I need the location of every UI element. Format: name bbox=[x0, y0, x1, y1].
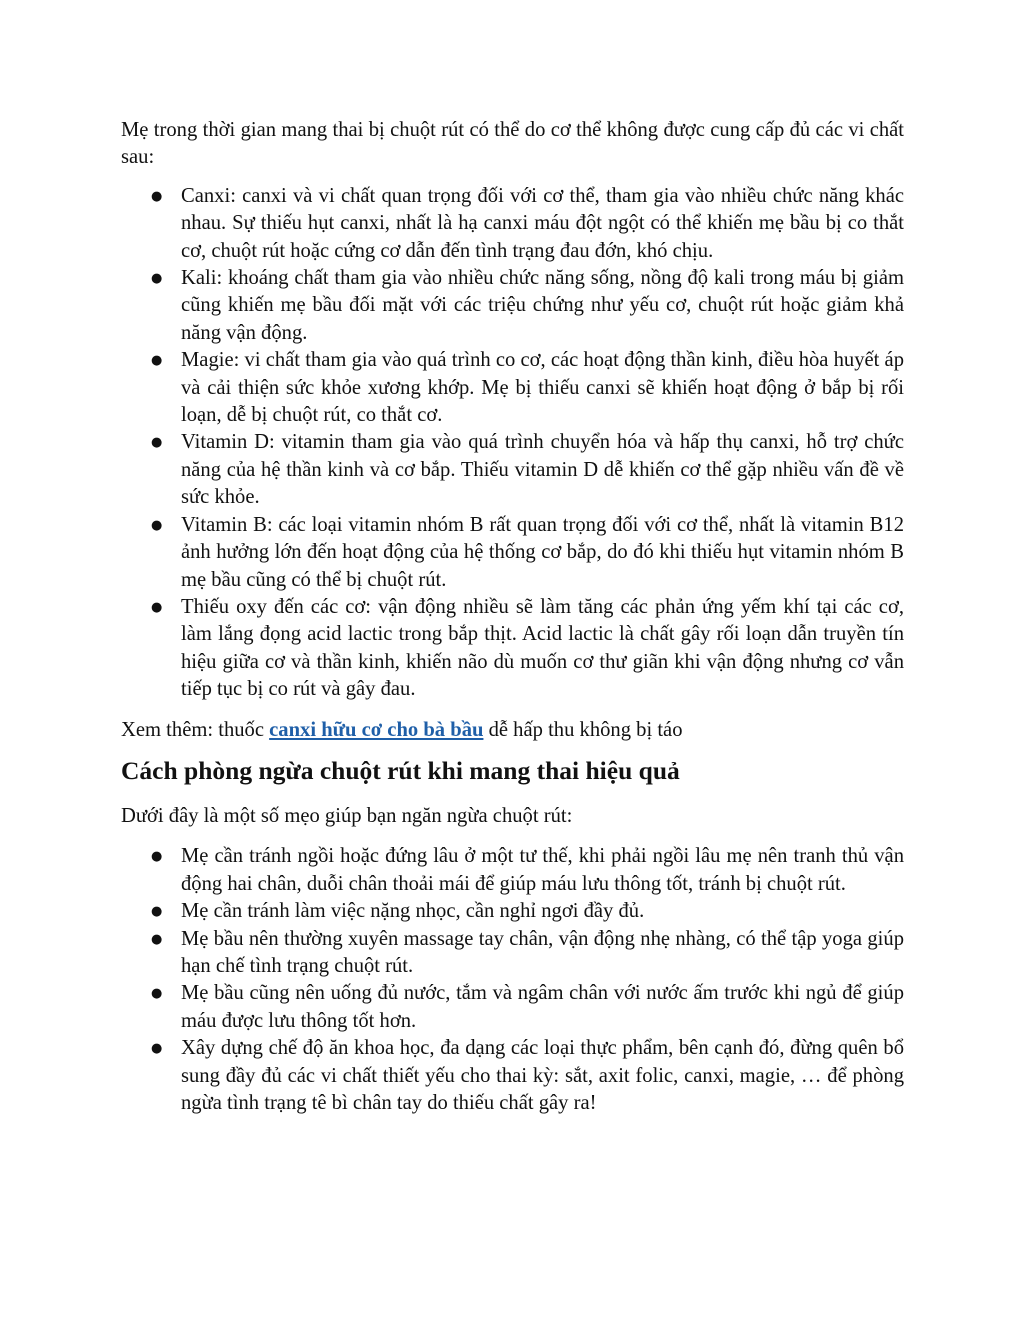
bullet-icon: ● bbox=[151, 599, 163, 615]
list-item bbox=[121, 183, 904, 265]
document-page bbox=[121, 117, 904, 1117]
cause-text: Canxi: canxi và vi chất quan trọng đối với cơ thể, tham gia vào nhiều chức năng khác nhau. Sự thiếu hụt canxi, nhất là hạ canxi máu đột ngột có thể khiến mẹ bầu bị co thắt cơ, chuột rút hoặc cứng cơ dẫn đến tình trạng đau đớn, khó chịu. bbox=[181, 184, 904, 262]
see-more-paragraph bbox=[121, 717, 904, 744]
tip-text: Mẹ bầu cũng nên uống đủ nước, tắm và ngâm chân với nước ấm trước khi ngủ để giúp máu được lưu thông tốt hơn. bbox=[181, 982, 904, 1032]
see-more-suffix: dễ hấp thu không bị táo bbox=[483, 718, 683, 741]
list-item bbox=[121, 265, 904, 347]
list-item bbox=[121, 347, 904, 429]
bullet-icon: ● bbox=[151, 986, 163, 1002]
list-item bbox=[121, 594, 904, 704]
bullet-icon: ● bbox=[151, 271, 163, 287]
cause-text: Vitamin D: vitamin tham gia vào quá trình chuyển hóa và hấp thụ canxi, hỗ trợ chức năng của hệ thần kinh và cơ bắp. Thiếu vitamin D dễ khiến cơ thể gặp nhiều vấn đề về sức khỏe. bbox=[181, 431, 904, 509]
see-more-prefix: Xem thêm: thuốc bbox=[121, 718, 270, 741]
tip-text: Mẹ bầu nên thường xuyên massage tay chân, vận động nhẹ nhàng, có thể tập yoga giúp hạn chế tình trạng chuột rút. bbox=[181, 927, 904, 977]
bullet-icon: ● bbox=[151, 904, 163, 920]
tips-lead: Dưới đây là một số mẹo giúp bạn ngăn ngừa chuột rút: bbox=[121, 804, 573, 827]
list-item bbox=[121, 429, 904, 511]
bullet-icon: ● bbox=[151, 435, 163, 451]
list-item bbox=[121, 1035, 904, 1117]
bullet-icon: ● bbox=[151, 353, 163, 369]
bullet-icon: ● bbox=[151, 517, 163, 533]
tip-text: Xây dựng chế độ ăn khoa học, đa dạng các loại thực phẩm, bên cạnh đó, đừng quên bổ sung đầy đủ các vi chất thiết yếu cho thai kỳ: sắt, axit folic, canxi, magie, … để phòng ngừa tình trạng tê bì chân tay do thiếu chất gây ra! bbox=[181, 1037, 904, 1114]
list-item bbox=[121, 898, 904, 925]
list-item bbox=[121, 980, 904, 1035]
tip-text: Mẹ cần tránh ngồi hoặc đứng lâu ở một tư thế, khi phải ngồi lâu mẹ nên tranh thủ vận động hai chân, duỗi chân thoải mái để giúp máu lưu thông tốt, tránh bị chuột rút. bbox=[181, 845, 904, 895]
bullet-icon: ● bbox=[151, 931, 163, 947]
bullet-icon: ● bbox=[151, 849, 163, 865]
bullet-icon: ● bbox=[151, 1041, 163, 1057]
cause-text: Vitamin B: các loại vitamin nhóm B rất quan trọng đối với cơ thể, nhất là vitamin B12 ảnh hưởng lớn đến hoạt động của hệ thống cơ bắp, do đó khi thiếu hụt vitamin nhóm B mẹ bầu cũng có thể bị chuột rút. bbox=[181, 513, 904, 591]
section-heading: Cách phòng ngừa chuột rút khi mang thai hiệu quả bbox=[121, 755, 680, 785]
list-item bbox=[121, 843, 904, 898]
tips-list bbox=[121, 843, 904, 1117]
calcium-link[interactable]: canxi hữu cơ cho bà bầu bbox=[269, 718, 484, 741]
bullet-icon: ● bbox=[151, 188, 163, 204]
list-item bbox=[121, 926, 904, 981]
cause-text: Kali: khoáng chất tham gia vào nhiều chức năng sống, nồng độ kali trong máu bị giảm cũng khiến mẹ bầu đối mặt với các triệu chứng như yếu cơ, chuột rút hoặc giảm khả năng vận động. bbox=[181, 267, 904, 344]
tip-text: Mẹ cần tránh làm việc nặng nhọc, cần nghỉ ngơi đầy đủ. bbox=[181, 900, 645, 923]
list-item bbox=[121, 512, 904, 594]
intro-paragraph: Mẹ trong thời gian mang thai bị chuột rút có thể do cơ thể không được cung cấp đủ các vi chất sau: bbox=[121, 119, 904, 169]
cause-text: Magie: vi chất tham gia vào quá trình co cơ, các hoạt động thần kinh, điều hòa huyết áp và cải thiện sức khỏe xương khớp. Mẹ bị thiếu canxi sẽ khiến hoạt động ở bắp bị rối loạn, dễ bị chuột rút, co thắt cơ. bbox=[181, 349, 904, 427]
causes-list bbox=[121, 183, 904, 704]
cause-text: Thiếu oxy đến các cơ: vận động nhiều sẽ làm tăng các phản ứng yếm khí tại các cơ, làm lắng đọng acid lactic trong bắp thịt. Acid lactic là chất gây rối loạn dẫn truyền tín hiệu giữa cơ và thần kinh, khiến não dù muốn cơ thư giãn khi vận động nhưng cơ vẫn tiếp tục bị co rút và gây đau. bbox=[181, 595, 904, 701]
